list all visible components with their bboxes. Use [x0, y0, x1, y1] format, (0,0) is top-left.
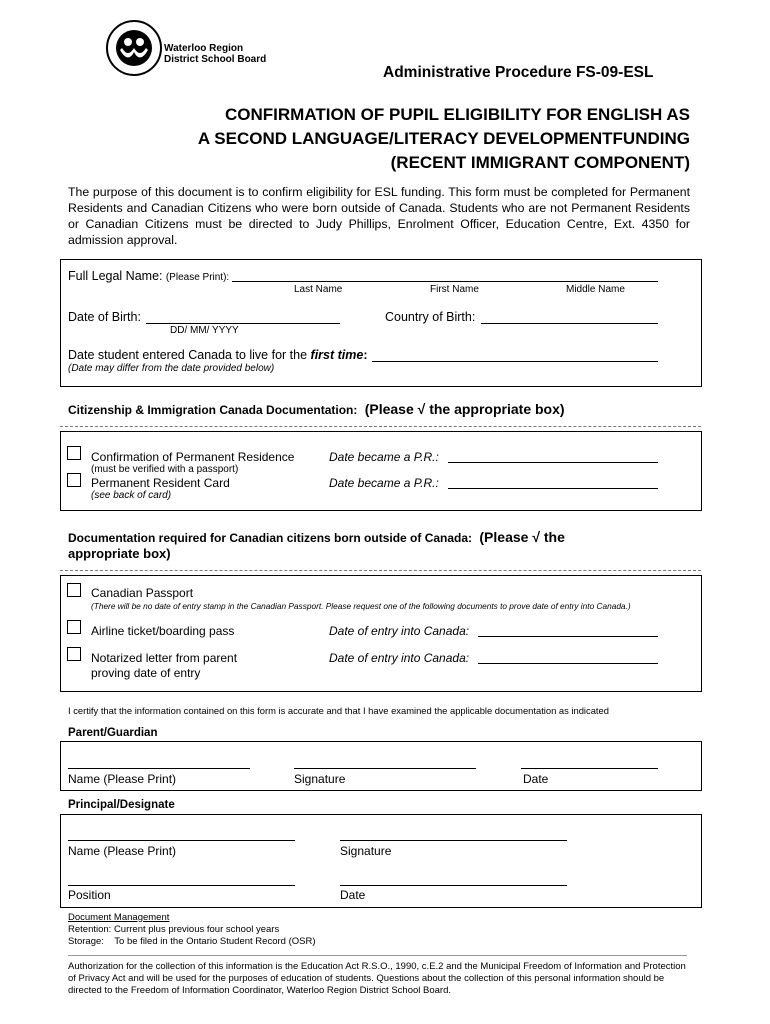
cic-heading-suffix: (Please √ the appropriate box)	[364, 401, 565, 417]
cic-top-divider	[60, 426, 701, 427]
citizens-heading	[68, 529, 565, 545]
title-line-2: A SECOND LANGUAGE/LITERACY DEVELOPMENTFUNDING	[197, 129, 690, 148]
doc-management-title: Document Management	[68, 912, 170, 923]
entered-canada-prefix: Date student entered Canada to live for the	[68, 348, 311, 362]
pr-confirmation-checkbox[interactable]	[67, 446, 81, 460]
canadian-passport-label: Canadian Passport	[91, 586, 194, 600]
notarized-letter-label-2: proving date of entry	[91, 666, 201, 680]
citizens-heading-text: Documentation required for Canadian citizens born outside of Canada:	[68, 531, 473, 545]
notarized-letter-checkbox[interactable]	[67, 647, 81, 661]
org-line-1: Waterloo Region	[164, 43, 244, 54]
parent-date-caption: Date	[523, 772, 549, 786]
airline-ticket-label: Airline ticket/boarding pass	[91, 624, 235, 638]
entered-canada-label	[68, 348, 368, 362]
principal-signature-field[interactable]	[340, 840, 567, 841]
cic-heading-text: Citizenship & Immigration Canada Documentation:	[68, 403, 358, 417]
entry-date-label-1: Date of entry into Canada:	[329, 624, 470, 638]
full-name-label-text: Full Legal Name:	[68, 269, 163, 283]
full-name-field[interactable]	[232, 281, 658, 282]
parent-signature-caption: Signature	[294, 772, 346, 786]
airline-ticket-checkbox[interactable]	[67, 620, 81, 634]
date-pr-label-1: Date became a P.R.:	[329, 450, 439, 464]
parent-name-field[interactable]	[68, 768, 250, 769]
pr-card-label: Permanent Resident Card	[91, 476, 230, 490]
doc-retention: Retention: Current plus previous four school years	[68, 924, 280, 935]
form-title	[60, 103, 690, 175]
date-pr-field-1[interactable]	[448, 462, 658, 463]
principal-heading: Principal/Designate	[68, 799, 175, 811]
notarized-letter-label-1: Notarized letter from parent	[91, 651, 238, 665]
last-name-caption: Last Name	[294, 284, 343, 295]
entered-canada-colon: :	[363, 348, 368, 362]
dob-format-caption: DD/ MM/ YYYY	[170, 325, 239, 336]
citizens-heading-line-2: appropriate box)	[68, 546, 171, 561]
full-name-label	[68, 269, 229, 283]
principal-signature-caption: Signature	[340, 844, 392, 858]
parent-signature-field[interactable]	[294, 768, 476, 769]
cic-heading	[68, 401, 565, 417]
parent-name-caption: Name (Please Print)	[68, 772, 177, 786]
entry-date-label-2: Date of entry into Canada:	[329, 651, 470, 665]
parent-date-field[interactable]	[521, 768, 658, 769]
pr-card-checkbox[interactable]	[67, 473, 81, 487]
pr-card-note: (see back of card)	[91, 490, 172, 501]
canadian-passport-note: (There will be no date of entry stamp in the Canadian Passport. Please request one of the following documents to prove date of entry into Canada.)	[91, 601, 631, 611]
entered-canada-note: (Date may differ from the date provided below)	[68, 363, 275, 374]
entered-canada-field[interactable]	[372, 361, 658, 362]
canadian-passport-checkbox[interactable]	[67, 583, 81, 597]
certify-statement: I certify that the information contained on this form is accurate and that I have examined the applicable documentation as indicated	[68, 705, 609, 716]
please-print-note: (Please Print):	[165, 272, 230, 283]
doc-storage: Storage: To be filed in the Ontario Student Record (OSR)	[68, 936, 316, 947]
footer-divider	[68, 955, 687, 956]
intro-paragraph: The purpose of this document is to confirm eligibility for ESL funding. This form must be completed for Permanent Residents and Canadian Citizens who were born outside of Canada. Students who are not Permanent Residents or Canadian Citizens must be directed to Judy Phillips, Enrolment Officer, Education Centre, Ext. 4350 for admission approval.	[68, 185, 690, 247]
organization-name	[164, 43, 266, 65]
principal-date-field[interactable]	[340, 885, 567, 886]
principal-box	[60, 814, 702, 908]
citizens-heading-suffix: (Please √ the	[479, 529, 565, 545]
principal-name-field[interactable]	[68, 840, 295, 841]
procedure-number: Administrative Procedure FS-09-ESL	[383, 64, 654, 81]
dob-label: Date of Birth:	[68, 310, 141, 324]
principal-position-field[interactable]	[68, 885, 295, 886]
date-pr-field-2[interactable]	[448, 488, 658, 489]
pr-confirmation-label: Confirmation of Permanent Residence	[91, 450, 295, 464]
dob-field[interactable]	[146, 323, 340, 324]
logo-seal-icon	[106, 20, 162, 76]
date-pr-label-2: Date became a P.R.:	[329, 476, 439, 490]
middle-name-caption: Middle Name	[566, 284, 625, 295]
board-logo	[106, 20, 162, 76]
entry-date-field-1[interactable]	[478, 636, 658, 637]
title-line-3: (RECENT IMMIGRANT COMPONENT)	[390, 153, 690, 172]
country-of-birth-field[interactable]	[481, 323, 658, 324]
first-name-caption: First Name	[430, 284, 479, 295]
citizens-top-divider	[60, 570, 701, 571]
org-line-2: District School Board	[164, 54, 267, 65]
principal-position-caption: Position	[68, 888, 111, 902]
country-of-birth-label: Country of Birth:	[385, 310, 476, 324]
entered-canada-emphasis: first time	[310, 348, 364, 362]
principal-date-caption: Date	[340, 888, 366, 902]
authorization-note: Authorization for the collection of this information is the Education Act R.S.O., 1990, c.E.2 and the Municipal Freedom of Information and Protection of Privacy Act and will be used for the purposes of education of students. Questions about the collection of this personal information should be directed to the Freedom of Information Coordinator, Waterloo Region District School Board.	[68, 961, 686, 996]
parent-heading: Parent/Guardian	[68, 727, 158, 739]
entry-date-field-2[interactable]	[478, 663, 658, 664]
principal-name-caption: Name (Please Print)	[68, 844, 177, 858]
title-line-1: CONFIRMATION OF PUPIL ELIGIBILITY FOR ENGLISH AS	[225, 105, 690, 124]
pr-confirmation-note: (must be verified with a passport)	[91, 464, 239, 475]
